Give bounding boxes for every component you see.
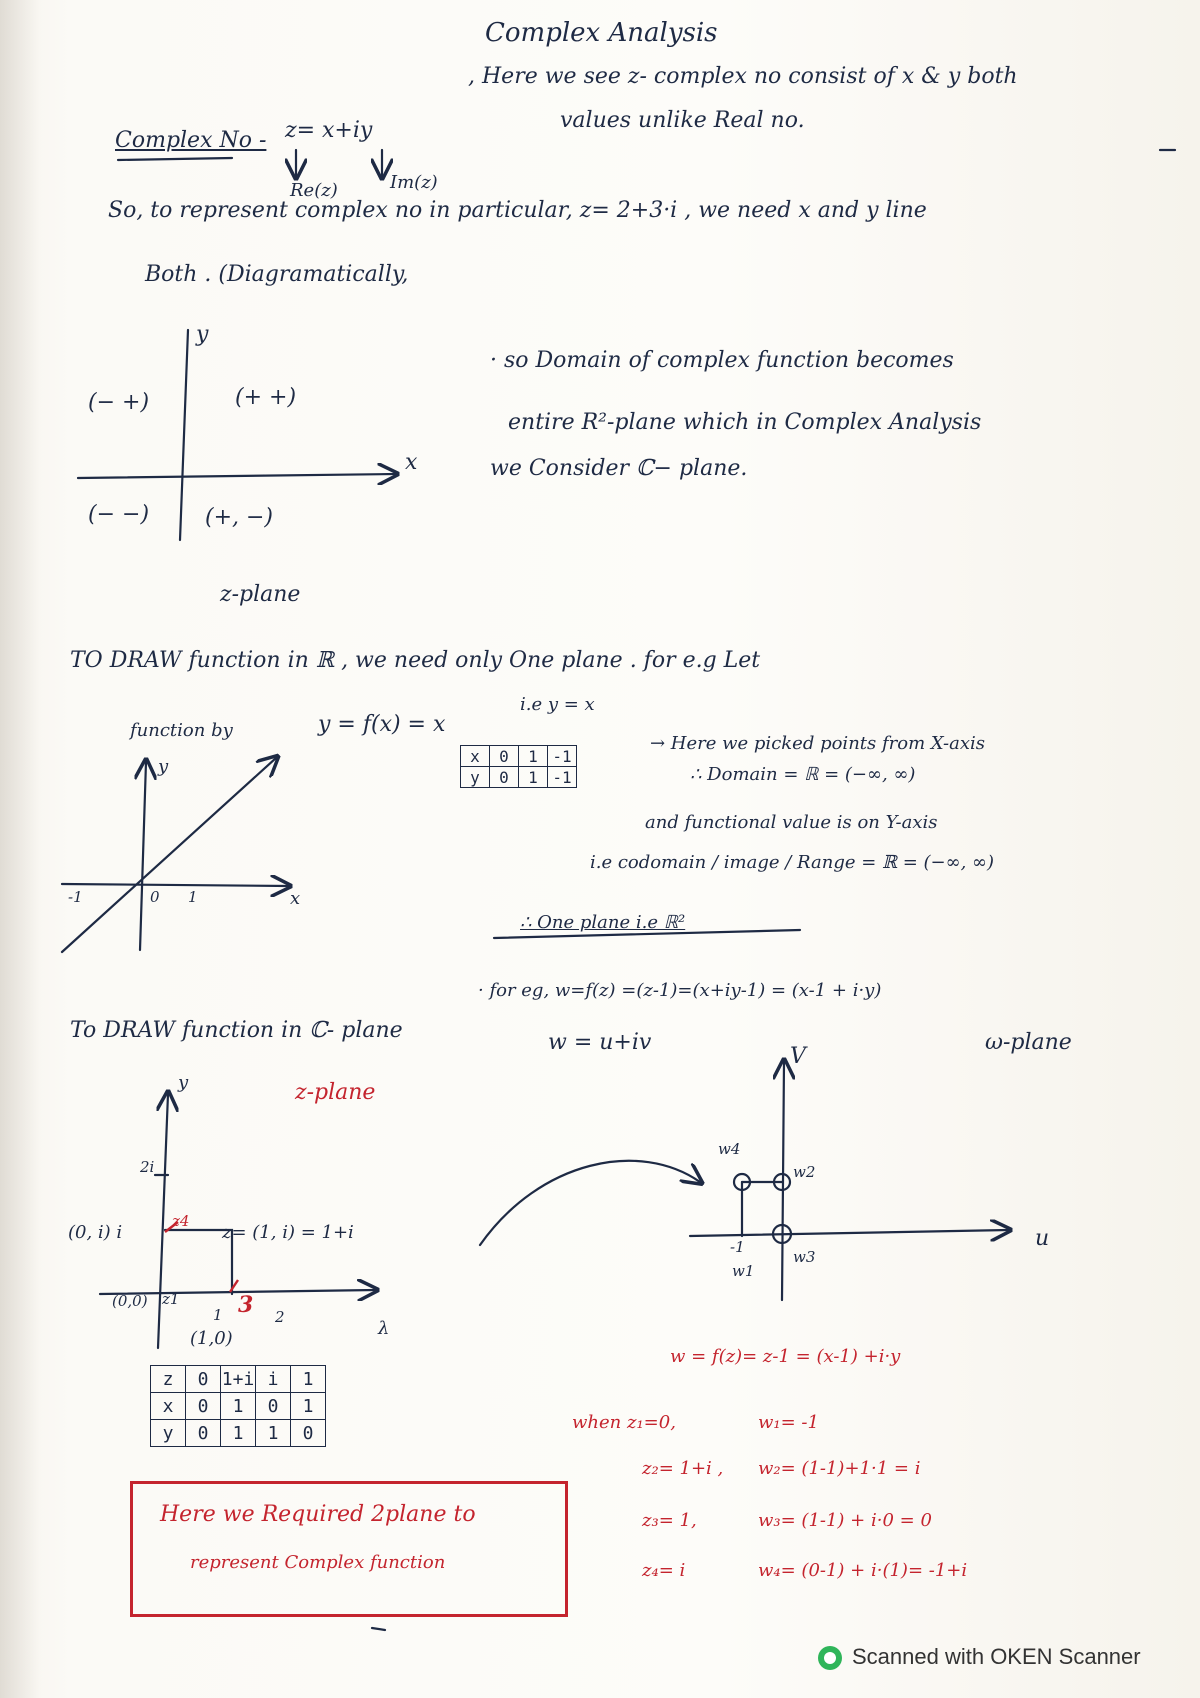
table-cell: x <box>461 746 490 767</box>
tick-1: 1 <box>188 888 198 906</box>
mapping-z-1: when z₁=0, <box>572 1412 676 1433</box>
w-axis-u: u <box>1035 1226 1050 1251</box>
mapping-z-2: z₂= 1+i , <box>642 1458 724 1479</box>
mapping-z-3: z₃= 1, <box>642 1510 697 1531</box>
table-cell: -1 <box>548 746 577 767</box>
quadrant-3: (− −) <box>88 502 150 527</box>
w2-label: w2 <box>793 1163 816 1181</box>
table-cell: 1 <box>291 1366 326 1393</box>
real-y-axis <box>140 762 146 950</box>
z4-point-label: (0, i) i <box>68 1222 123 1243</box>
table-cell: 1 <box>519 746 548 767</box>
table-cell: 1 <box>519 767 548 788</box>
y-equals-x-line <box>62 758 276 952</box>
quadrant-2: (− +) <box>88 390 150 415</box>
real-x-axis <box>62 884 288 886</box>
real-axis-x: x <box>290 888 301 909</box>
quadrant-1: (+ +) <box>235 385 297 410</box>
z-plane-label: z-plane <box>295 1080 376 1105</box>
one-plane: ∴ One plane i.e ℝ² <box>520 912 686 933</box>
real-eq: y = f(x) = x <box>318 712 446 737</box>
w-u-axis <box>690 1230 1008 1236</box>
quad-y-axis <box>180 330 188 540</box>
one-plane-underline <box>494 930 800 938</box>
intro-note-1: , Here we see z- complex no consist of x & y both <box>468 64 1018 89</box>
functional-value: and functional value is on Y-axis <box>645 812 938 833</box>
w-definition: w = u+iv <box>548 1030 652 1055</box>
domain-note-1: · so Domain of complex function becomes <box>490 348 954 373</box>
w1-label: w1 <box>732 1262 755 1280</box>
quad-x-label: x <box>405 450 418 475</box>
table-cell: 0 <box>291 1420 326 1447</box>
table-cell: i <box>256 1366 291 1393</box>
unit-square <box>165 1230 232 1294</box>
w-axis-v: V <box>790 1044 806 1069</box>
intro-note-2: values unlike Real no. <box>560 108 805 133</box>
complex-section-title: To DRAW function in ℂ- plane <box>70 1018 403 1043</box>
w4-label: w4 <box>718 1140 741 1158</box>
tick-neg1: -1 <box>68 888 83 906</box>
w-plane-label: ω-plane <box>985 1030 1072 1055</box>
page-heading: Complex Analysis <box>485 18 718 48</box>
mapping-arrow <box>480 1161 700 1245</box>
quadrant-4: (+, −) <box>205 505 274 530</box>
complex-example: · for eg, w=f(z) =(z-1)=(x+iy-1) = (x-1 + i·y) <box>478 980 882 1001</box>
mapping-z-4: z₄= i <box>642 1560 686 1581</box>
w-minus1: -1 <box>730 1238 745 1256</box>
mapping-w-3: w₃= (1-1) + i·0 = 0 <box>758 1510 932 1531</box>
table-cell: 1 <box>221 1393 256 1420</box>
stray-mark <box>372 1628 385 1630</box>
tick-0: 0 <box>150 888 160 906</box>
mapping-formula: w = f(z)= z-1 = (x-1) +i·y <box>670 1346 901 1367</box>
table-cell: 1 <box>256 1420 291 1447</box>
zplane-y-axis <box>158 1094 168 1348</box>
tick-two: 2 <box>275 1308 285 1326</box>
z-plane-caption: z-plane <box>220 582 301 607</box>
origin-label: (0,0) <box>112 1292 148 1310</box>
domain-r: ∴ Domain = ℝ = (−∞, ∞) <box>690 764 916 785</box>
complex-no-label: Complex No - <box>115 128 267 153</box>
table-cell: 0 <box>256 1393 291 1420</box>
red-note-1: Here we Required 2plane to <box>160 1502 476 1527</box>
table-cell: y <box>461 767 490 788</box>
table-cell: 0 <box>186 1393 221 1420</box>
real-ie: i.e y = x <box>520 694 595 715</box>
mapping-w-4: w₄= (0-1) + i·(1)= -1+i <box>758 1560 968 1581</box>
table-cell: y <box>151 1420 186 1447</box>
quad-y-label: y <box>196 322 209 347</box>
real-axis-y: y <box>158 756 169 777</box>
real-section-title: TO DRAW function in ℝ , we need only One plane . for e.g Let <box>70 648 761 673</box>
w3-label: w3 <box>793 1248 816 1266</box>
zplane-x-axis <box>100 1290 375 1294</box>
mapping-w-1: w₁= -1 <box>758 1412 819 1433</box>
scanner-footer: Scanned with OKEN Scanner <box>852 1644 1141 1669</box>
complex-formula: z= x+iy <box>285 118 373 143</box>
oken-logo-icon <box>818 1646 842 1670</box>
zplane-y: y <box>178 1072 189 1093</box>
zplane-2i: 2i <box>140 1158 155 1176</box>
table-cell: -1 <box>548 767 577 788</box>
red-note-2: represent Complex function <box>190 1552 446 1573</box>
table-cell: 0 <box>490 767 519 788</box>
domain-note-3: we Consider ℂ− plane. <box>490 456 748 481</box>
complex-no-underline <box>118 158 232 160</box>
domain-note-2: entire R²-plane which in Complex Analysis <box>508 410 982 435</box>
lambda-mark: λ <box>378 1318 390 1339</box>
z2-point-label: z= (1, i) = 1+i <box>222 1222 354 1243</box>
z4-marker: z4 <box>172 1212 190 1230</box>
z1-marker: z1 <box>162 1290 180 1308</box>
particular-line: So, to represent complex no in particular, z= 2+3·i , we need x and y line <box>108 198 927 223</box>
table-cell: z <box>151 1366 186 1393</box>
table-cell: 1 <box>221 1420 256 1447</box>
z3-marker: 3 <box>238 1292 254 1318</box>
codomain: i.e codomain / image / Range = ℝ = (−∞, ∞) <box>590 852 995 873</box>
table-cell: 1+i <box>221 1366 256 1393</box>
function-by: function by <box>130 720 233 741</box>
quad-x-axis <box>78 474 395 478</box>
table-cell: 1 <box>291 1393 326 1420</box>
both-line: Both . (Diagramatically, <box>145 262 409 287</box>
table-cell: 0 <box>490 746 519 767</box>
im-label: Im(z) <box>390 172 438 193</box>
picked-note: → Here we picked points from X-axis <box>650 733 986 754</box>
table-cell: 0 <box>186 1420 221 1447</box>
mapping-w-2: w₂= (1-1)+1·1 = i <box>758 1458 921 1479</box>
re-label: Re(z) <box>290 180 338 201</box>
table-cell: 0 <box>186 1366 221 1393</box>
table-cell: x <box>151 1393 186 1420</box>
tick-one: 1 <box>213 1306 223 1324</box>
one-zero-label: (1,0) <box>190 1328 233 1349</box>
